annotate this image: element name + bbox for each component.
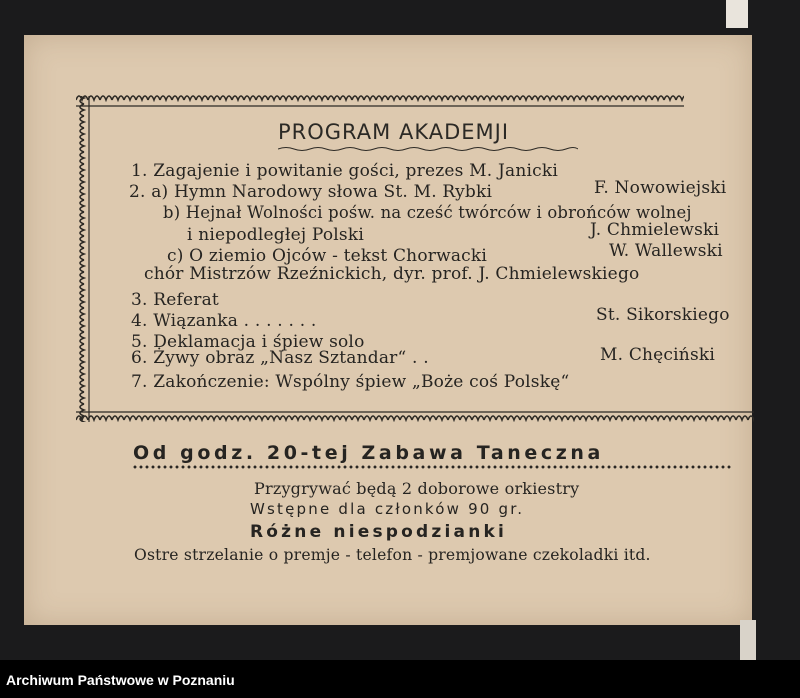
- extras-line: Ostre strzelanie o premje - telefon - premjowane czekoladki itd.: [134, 546, 651, 564]
- program-item-6-author: M. Chęciński: [600, 345, 716, 365]
- dance-headline: Od godz. 20-tej Zabawa Taneczna: [133, 442, 604, 464]
- program-item-2a-author: F. Nowowiejski: [594, 178, 727, 198]
- page-edge-bottom: [740, 620, 756, 660]
- program-title: PROGRAM AKADEMJI: [278, 120, 510, 144]
- program-choir: chór Mistrzów Rzeźnickich, dyr. prof. J. Chmielewskiego: [144, 264, 640, 284]
- program-item-7: 7. Zakończenie: Wspólny śpiew „Boże coś Polskę“: [131, 372, 570, 392]
- surprises-line: Różne niespodzianki: [250, 522, 508, 542]
- program-item-2a: 2. a) Hymn Narodowy słowa St. M. Rybki: [129, 182, 493, 202]
- program-item-2c: c) O ziemio Ojców - tekst Chorwacki: [167, 246, 488, 266]
- program-item-3: 3. Referat: [131, 290, 219, 310]
- program-item-6: 6. Żywy obraz „Nasz Sztandar“ . .: [131, 348, 429, 368]
- program-item-2b: b) Hejnał Wolności pośw. na cześć twórców i obrońców wolnej: [163, 203, 692, 222]
- program-item-1: 1. Zagajenie i powitanie gości, prezes M. Janicki: [131, 161, 558, 181]
- dotted-rule: [132, 465, 732, 469]
- program-item-2b-cont: i niepodległej Polski: [187, 225, 364, 245]
- program-item-4-author: St. Sikorskiego: [596, 305, 730, 325]
- program-item-4: 4. Wiązanka . . . . . . .: [131, 311, 317, 331]
- program-item-2b-author: J. Chmielewski: [590, 220, 720, 240]
- title-underline: [278, 146, 578, 152]
- program-item-2c-author: W. Wallewski: [609, 241, 723, 261]
- archive-name: Archiwum Państwowe w Poznaniu: [6, 672, 235, 688]
- orchestra-note: Przygrywać będą 2 doborowe orkiestry: [254, 479, 580, 498]
- entry-fee: Wstępne dla członków 90 gr.: [250, 500, 525, 518]
- page-edge-top: [726, 0, 748, 28]
- program-item-5: 5. Deklamacja i śpiew solo: [131, 332, 365, 352]
